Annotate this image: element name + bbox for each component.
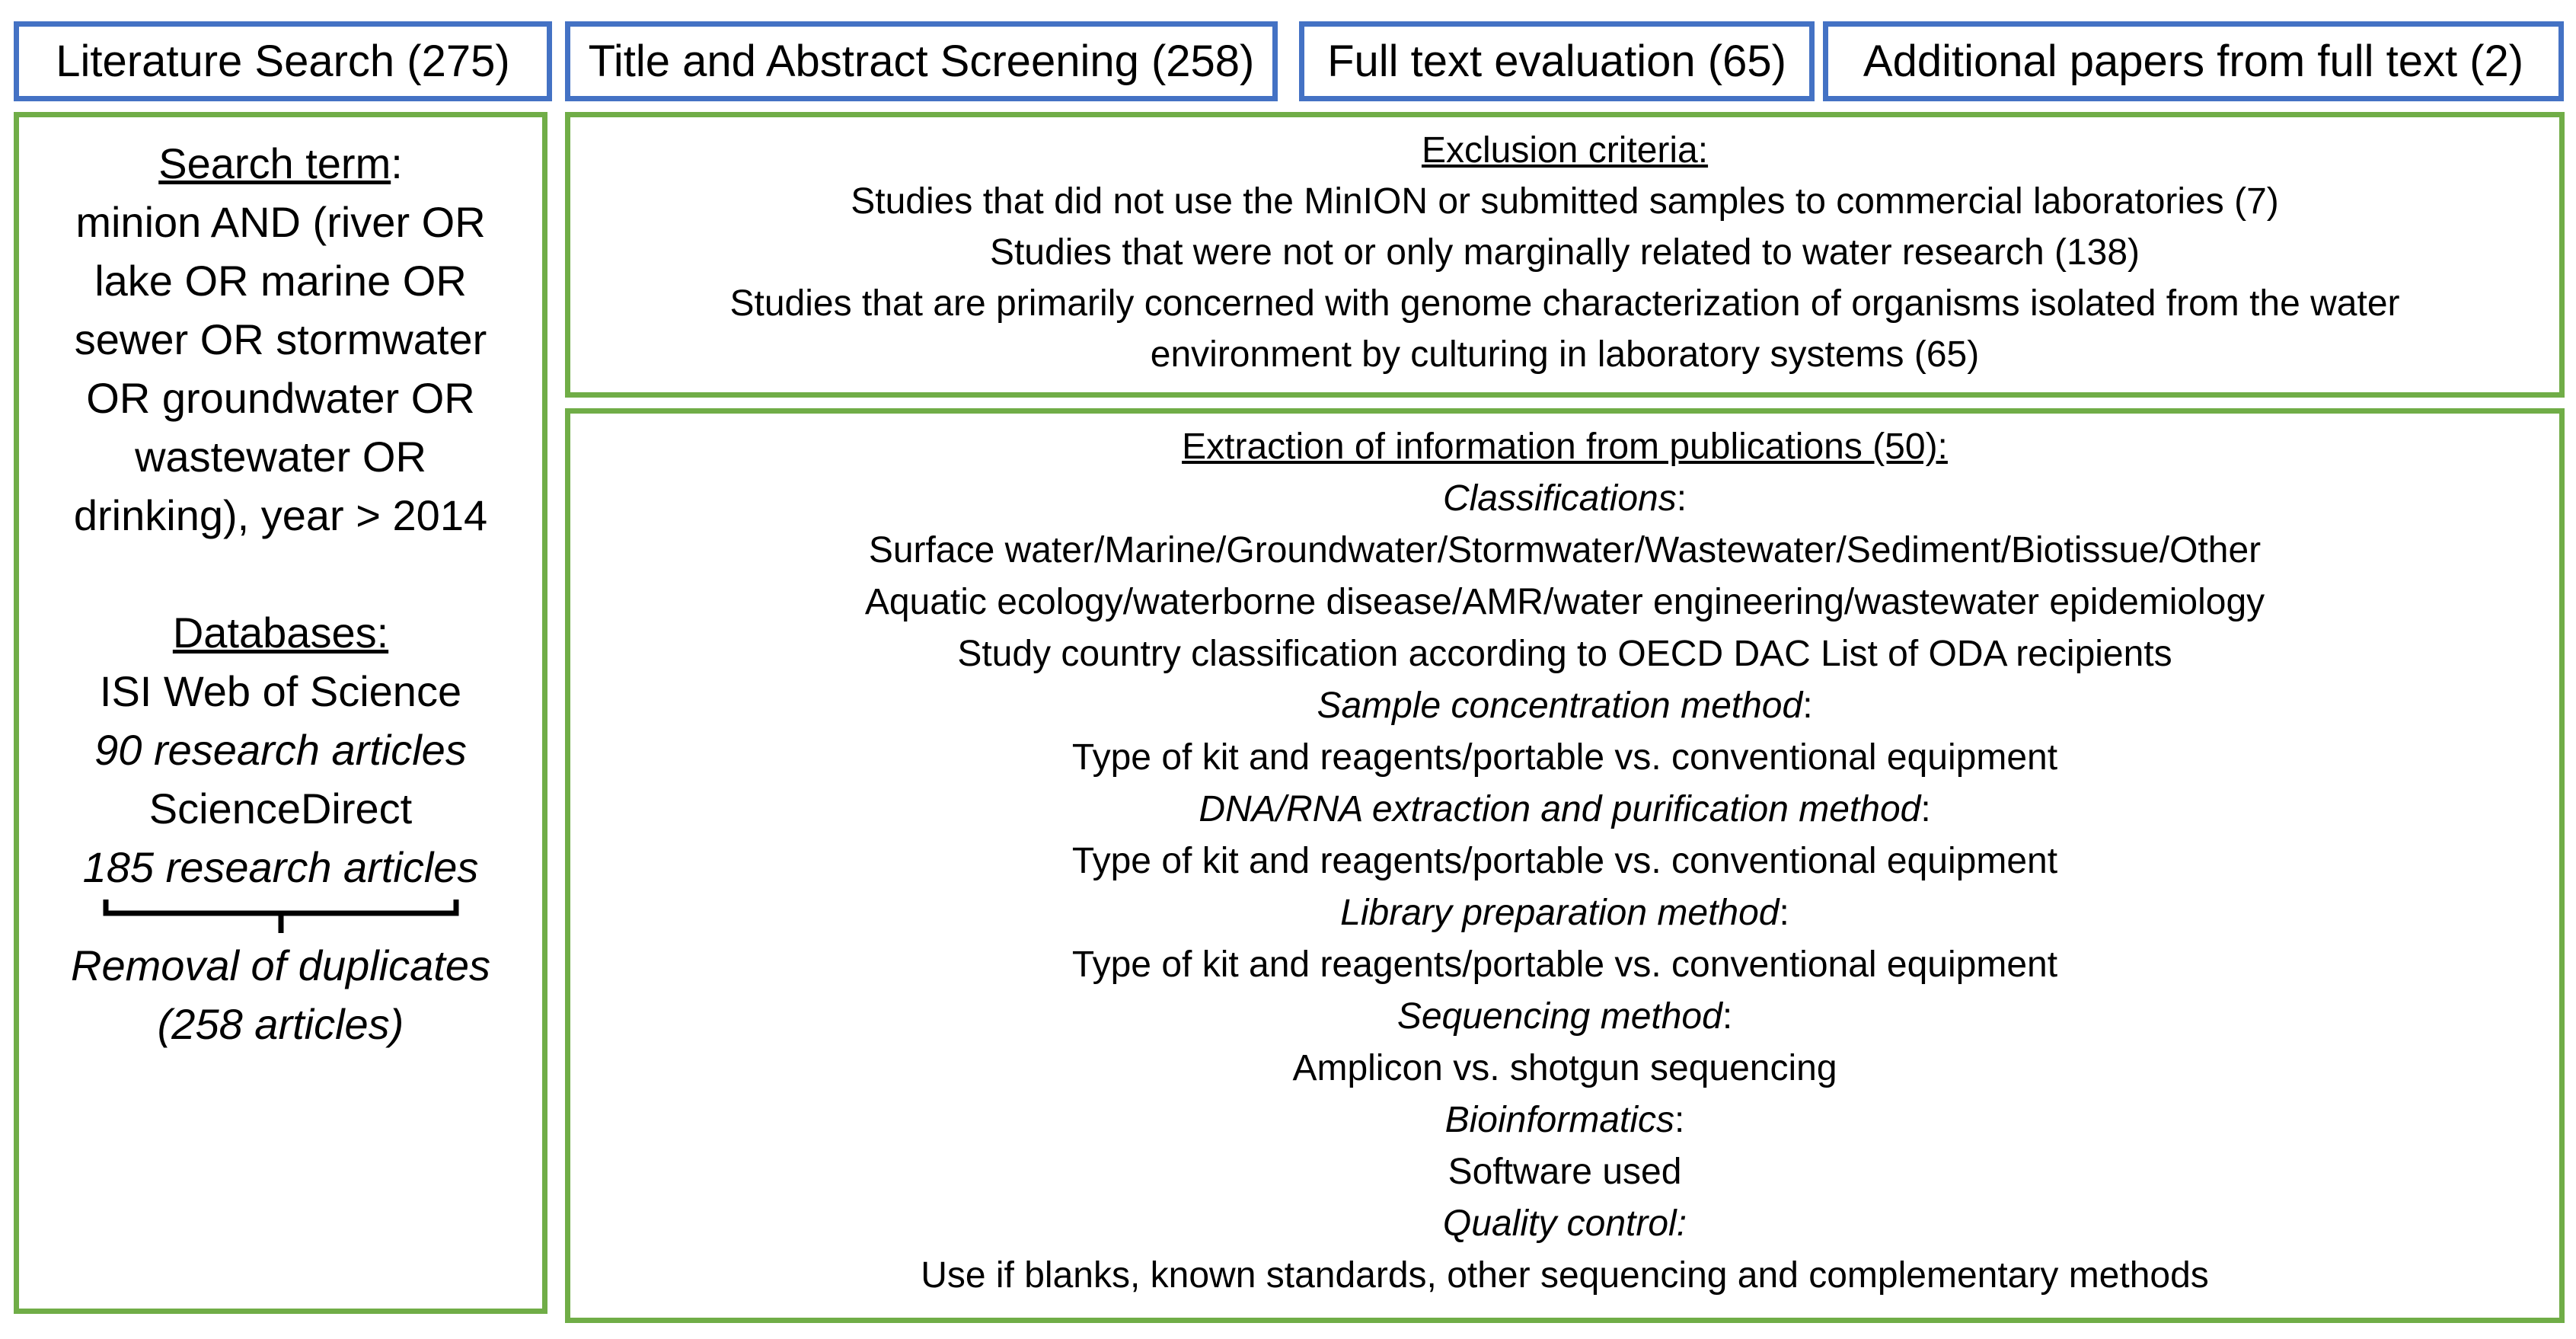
section-title: Sequencing method: [1397, 996, 1722, 1037]
exclusion-line: Studies that were not or only marginally related to water research (138): [989, 232, 2140, 273]
stage-label: Additional papers from full text (2): [1863, 37, 2524, 86]
extraction-panel: [565, 408, 2565, 1323]
section-title: Library preparation method: [1340, 893, 1780, 933]
section-title-line: Sample concentration method:: [1317, 685, 1813, 726]
exclusion-line: Studies that did not use the MinION or submitted samples to commercial laboratories (7): [851, 181, 2279, 222]
dedup-count: (258 articles): [157, 1000, 404, 1048]
stage-label: Title and Abstract Screening (258): [588, 37, 1255, 86]
stage-full-text-evaluation: [1299, 21, 1815, 101]
database-count: 90 research articles: [94, 726, 467, 774]
exclusion-line: environment by culturing in laboratory systems (65): [1150, 334, 1980, 375]
section-line: Software used: [1448, 1152, 1682, 1192]
section-line: Type of kit and reagents/portable vs. conventional equipment: [1071, 737, 2058, 778]
section-title: Sample concentration method: [1317, 685, 1803, 726]
section-title: DNA/RNA extraction and purification method: [1199, 789, 1921, 829]
search-term-text: minion AND (river OR: [75, 198, 486, 246]
section-line: Use if blanks, known standards, other sequencing and complementary methods: [921, 1255, 2209, 1296]
search-panel: [14, 112, 547, 1314]
section-line: Study country classification according to OECD DAC List of ODA recipients: [957, 634, 2172, 674]
section-line: Amplicon vs. shotgun sequencing: [1292, 1048, 1837, 1088]
search-term-text: lake OR marine OR: [94, 257, 467, 305]
stage-additional-papers: [1823, 21, 2564, 101]
dedup-text: Removal of duplicates: [71, 941, 490, 989]
merge-brace: [98, 896, 464, 936]
section-line: Aquatic ecology/waterborne disease/AMR/water engineering/wastewater epidemiology: [864, 582, 2265, 622]
exclusion-heading: Exclusion criteria:: [1421, 130, 1709, 171]
stage-literature-search: [14, 21, 552, 101]
search-term-text: drinking), year > 2014: [73, 491, 488, 539]
section-title: Bioinformatics: [1444, 1100, 1675, 1140]
stage-label: Literature Search (275): [56, 37, 510, 86]
section-title-line: DNA/RNA extraction and purification method:: [1199, 789, 1931, 829]
search-term-heading: Search term: [158, 139, 391, 187]
database-name: ISI Web of Science: [99, 667, 462, 715]
search-term-line: Search term:: [158, 139, 403, 187]
section-title-line: Sequencing method:: [1397, 996, 1733, 1037]
extraction-heading: Extraction of information from publications (50):: [1182, 427, 1948, 467]
section-title-line: [570, 1198, 2559, 1250]
section-line: Type of kit and reagents/portable vs. conventional equipment: [1071, 944, 2058, 985]
section-line: Type of kit and reagents/portable vs. conventional equipment: [1071, 841, 2058, 881]
section-title: Classifications: [1442, 478, 1677, 519]
database-name: ScienceDirect: [148, 785, 413, 832]
spacer: [19, 545, 542, 603]
section-title-line: Classifications:: [1442, 478, 1687, 519]
exclusion-line: Studies that are primarily concerned with genome characterization of organisms isolated from the water: [729, 283, 2400, 324]
section-title-line: Bioinformatics:: [1444, 1100, 1685, 1140]
search-term-text: wastewater OR: [135, 433, 426, 481]
section-title-line: Library preparation method:: [1340, 893, 1789, 933]
stage-title-abstract-screening: [565, 21, 1278, 101]
exclusion-criteria-panel: [565, 112, 2565, 398]
search-term-text: OR groundwater OR: [86, 374, 475, 422]
stage-label: Full text evaluation (65): [1327, 37, 1786, 86]
database-count: 185 research articles: [82, 843, 479, 891]
section-title: Quality control:: [1442, 1203, 1687, 1244]
search-term-text: sewer OR stormwater: [74, 315, 487, 363]
databases-heading: Databases:: [172, 609, 389, 657]
section-line: Surface water/Marine/Groundwater/Stormwater/Wastewater/Sediment/Biotissue/Other: [868, 530, 2262, 570]
